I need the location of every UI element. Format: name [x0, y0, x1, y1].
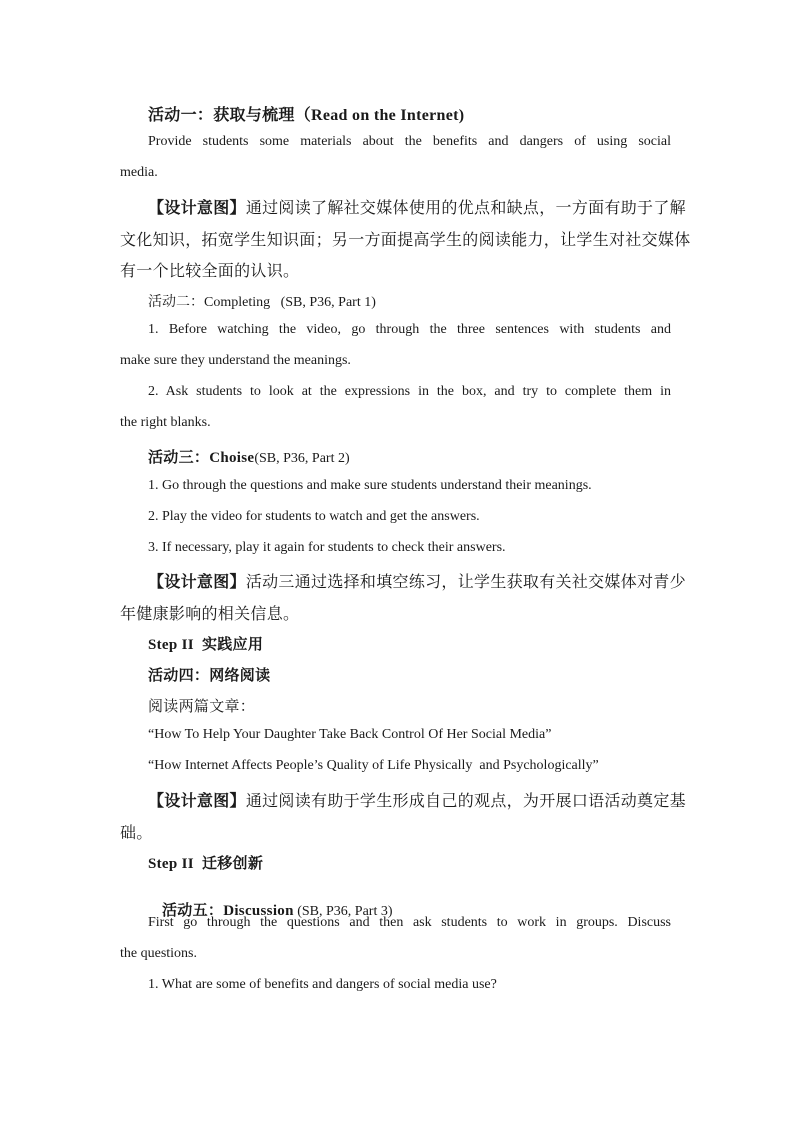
activity2-item2-line1: 2. Ask students to look at the expressions in the box, and try to complete them in: [148, 384, 671, 399]
activity1-intent-line1: [148, 195, 686, 218]
activity3-intent-line2: 年健康影响的相关信息。: [120, 606, 300, 623]
activity3-heading: [148, 446, 350, 467]
activity3-item3: 3. If necessary, play it again for students to check their answers.: [148, 540, 506, 555]
activity3-intent-line1: [148, 569, 686, 592]
activity4-intent-line2: 础。: [120, 825, 153, 842]
activity1-body-line2: media.: [120, 165, 158, 180]
activity5-item1: 1. What are some of benefits and dangers of social media use?: [148, 977, 497, 992]
activity1-body-line1: Provide students some materials about the benefits and dangers of using social: [148, 134, 671, 149]
activity5-body-line2: the questions.: [120, 946, 197, 961]
activity2-heading: 活动二：Completing (SB, P36, Part 1): [148, 295, 376, 310]
activity5-heading-bold: 活动五：Discussion: [162, 903, 294, 919]
activity5-heading-ref: (SB, P36, Part 3): [293, 904, 393, 919]
design-intent-label: 【设计意图】: [148, 200, 246, 217]
activity4-article2: “How Internet Affects People’s Quality of Life Physically and Psychologically”: [148, 758, 599, 773]
activity1-intent-text: 通过阅读了解社交媒体使用的优点和缺点，一方面有助于了解: [245, 200, 686, 217]
activity4-intent-line1: [148, 788, 686, 811]
activity3-heading-bold: 活动三：Choise: [148, 450, 255, 466]
activity3-intent-text: 活动三通过选择和填空练习，让学生获取有关社交媒体对青少: [245, 574, 686, 591]
activity4-article1: “How To Help Your Daughter Take Back Control Of Her Social Media”: [148, 727, 552, 742]
activity2-item1-line2: make sure they understand the meanings.: [120, 353, 351, 368]
activity2-item2-line2: the right blanks.: [120, 415, 211, 430]
activity3-item2: 2. Play the video for students to watch and get the answers.: [148, 509, 480, 524]
activity3-item1: 1. Go through the questions and make sure students understand their meanings.: [148, 478, 592, 493]
activity1-heading: 活动一：获取与梳理（Read on the Internet): [148, 107, 465, 124]
activity1-intent-line3: 有一个比较全面的认识。: [120, 263, 300, 280]
activity2-item1-line1: 1. Before watching the video, go through the three sentences with students and: [148, 322, 671, 337]
activity5-body-line1: First go through the questions and then ask students to work in groups. Discuss: [148, 915, 671, 930]
design-intent-label: 【设计意图】: [148, 574, 246, 591]
activity4-intro: 阅读两篇文章：: [148, 699, 256, 715]
design-intent-label: 【设计意图】: [148, 793, 246, 810]
activity4-intent-text: 通过阅读有助于学生形成自己的观点，为开展口语活动奠定基: [245, 793, 686, 810]
step2-transfer-heading: Step II 迁移创新: [148, 856, 264, 872]
step2-practice-heading: Step II 实践应用: [148, 637, 264, 653]
activity4-heading: 活动四：网络阅读: [148, 668, 271, 684]
activity1-intent-line2: 文化知识，拓宽学生知识面；另一方面提高学生的阅读能力，让学生对社交媒体: [120, 232, 691, 249]
activity3-heading-ref: (SB, P36, Part 2): [254, 451, 350, 466]
